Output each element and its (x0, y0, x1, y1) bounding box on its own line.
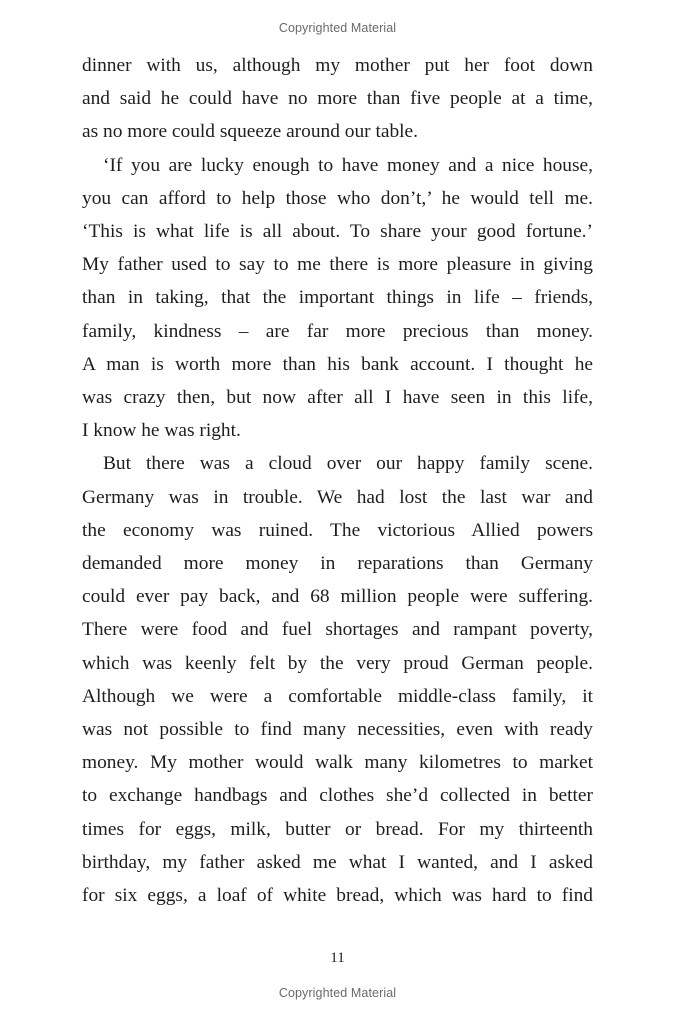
text-line: ‘This is what life is all about. To share your good fortune.’ (82, 221, 593, 243)
text-line: demanded more money in reparations than Germany (82, 553, 593, 575)
text-line: you can afford to help those who don’t,’ he would tell me. (82, 187, 593, 209)
text-line: I know he was right. (82, 420, 241, 442)
page-body (82, 49, 593, 912)
text-line: as no more could squeeze around our table. (82, 121, 418, 143)
text-line: birthday, my father asked me what I wanted, and I asked (82, 851, 593, 873)
text-line: dinner with us, although my mother put her foot down (82, 55, 593, 76)
text-line: But there was a cloud over our happy family scene. (103, 453, 593, 475)
copyright-watermark-top: Copyrighted Material (278, 21, 397, 35)
text-line: family, kindness – are far more precious than money. (82, 320, 593, 342)
text-line: My father used to say to me there is more pleasure in giving (82, 254, 593, 276)
copyright-watermark-bottom: Copyrighted Material (278, 986, 397, 1000)
text-line: than in taking, that the important things in life – friends, (82, 287, 593, 309)
text-line: was crazy then, but now after all I have seen in this life, (82, 387, 593, 409)
text-line: money. My mother would walk many kilometres to market (82, 752, 593, 774)
text-line: A man is worth more than his bank account. I thought he (82, 353, 593, 375)
text-line: ‘If you are lucky enough to have money and a nice house, (103, 154, 593, 176)
text-line: Germany was in trouble. We had lost the last war and (82, 486, 593, 508)
paragraph-2 (82, 149, 593, 448)
text-line: was not possible to find many necessities, even with ready (82, 719, 593, 741)
text-line: for six eggs, a loaf of white bread, which was hard to find (82, 885, 593, 907)
text-line: times for eggs, milk, butter or bread. For my thirteenth (82, 818, 593, 840)
text-line: could ever pay back, and 68 million people were suffering. (82, 586, 593, 608)
paragraph-1 (82, 49, 593, 149)
text-line: Although we were a comfortable middle-class family, it (82, 685, 593, 707)
text-line: which was keenly felt by the very proud German people. (82, 652, 593, 674)
text-line: to exchange handbags and clothes she’d collected in better (82, 785, 593, 807)
paragraph-3 (82, 447, 593, 912)
text-line: the economy was ruined. The victorious Allied powers (82, 519, 593, 541)
text-line: and said he could have no more than five people at a time, (82, 88, 593, 110)
text-line: There were food and fuel shortages and rampant poverty, (82, 619, 593, 641)
page-number: 11 (330, 950, 345, 966)
